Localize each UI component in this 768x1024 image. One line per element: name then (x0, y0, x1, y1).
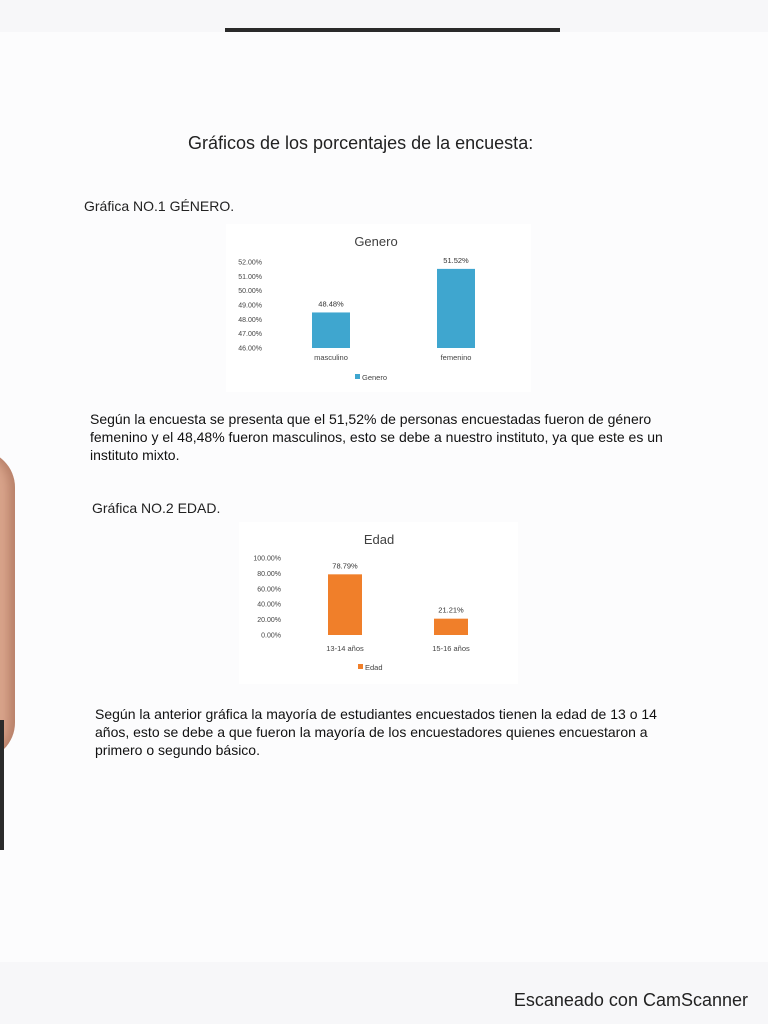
age-bar-2 (434, 619, 468, 635)
age-category-label: 13-14 años (326, 644, 364, 653)
age-legend-swatch (358, 664, 363, 669)
age-chart-svg (239, 522, 518, 684)
camscanner-watermark: Escaneado con CamScanner (513, 990, 748, 1010)
gender-y-tick-label: 46.00% (238, 345, 262, 353)
gender-chart-title: Genero (354, 234, 398, 249)
gender-bar-1 (312, 312, 350, 348)
age-category-label: 15-16 años (432, 644, 470, 653)
age-legend-label: Edad (365, 663, 383, 672)
gender-chart-svg (226, 224, 531, 392)
age-y-tick-label: 100.00% (253, 555, 281, 563)
age-chart (239, 522, 518, 684)
gender-y-tick-label: 51.00% (238, 273, 262, 281)
age-y-tick-label: 60.00% (257, 586, 281, 594)
gender-data-label: 48.48% (318, 299, 344, 309)
section2-paragraph: Según la anterior gráfica la mayoría de estudiantes encuestados tienen la edad de 13 o 14 años, esto se debe a que fueron la mayoría de los encuestadores quienes encuestaron a primero o segundo básico. (95, 706, 657, 758)
gender-y-tick-label: 52.00% (238, 259, 262, 267)
age-chart-title: Edad (363, 532, 395, 547)
gender-y-tick-label: 47.00% (238, 331, 262, 339)
age-y-tick-label: 40.00% (257, 601, 281, 609)
dark-edge-shadow (0, 720, 4, 850)
age-data-label: 78.79% (332, 561, 358, 571)
paper-top-edge (225, 28, 560, 32)
gender-y-tick-label: 50.00% (238, 288, 262, 296)
gender-y-tick-label: 48.00% (238, 316, 262, 324)
age-y-tick-label: 80.00% (257, 570, 281, 578)
gender-category-label: masculino (314, 353, 348, 362)
section1-paragraph: Según la encuesta se presenta que el 51,52% de personas encuestadas fueron de género femenino y el 48,48% fueron masculinos, esto se debe a nuestro instituto, ya que este es un instituto mixto. (90, 411, 663, 463)
age-y-tick-label: 20.00% (257, 617, 281, 625)
section2-heading: Gráfica NO.2 EDAD. (92, 500, 221, 516)
age-y-tick-label: 0.00% (261, 632, 281, 640)
gender-y-tick-label: 49.00% (238, 302, 262, 310)
hand-at-edge (0, 450, 15, 760)
paper-sheet (0, 32, 768, 962)
gender-legend-label: Genero (362, 373, 388, 382)
gender-category-label: femenino (440, 353, 472, 362)
gender-chart (226, 224, 531, 392)
gender-legend-swatch (355, 374, 360, 379)
age-data-label: 21.21% (438, 605, 464, 615)
age-bar-1 (328, 574, 362, 635)
section1-heading: Gráfica NO.1 GÉNERO. (84, 198, 235, 214)
gender-bar-2 (437, 269, 475, 348)
gender-data-label: 51.52% (443, 255, 469, 265)
document-title: Gráficos de los porcentajes de la encuesta: (188, 133, 534, 153)
